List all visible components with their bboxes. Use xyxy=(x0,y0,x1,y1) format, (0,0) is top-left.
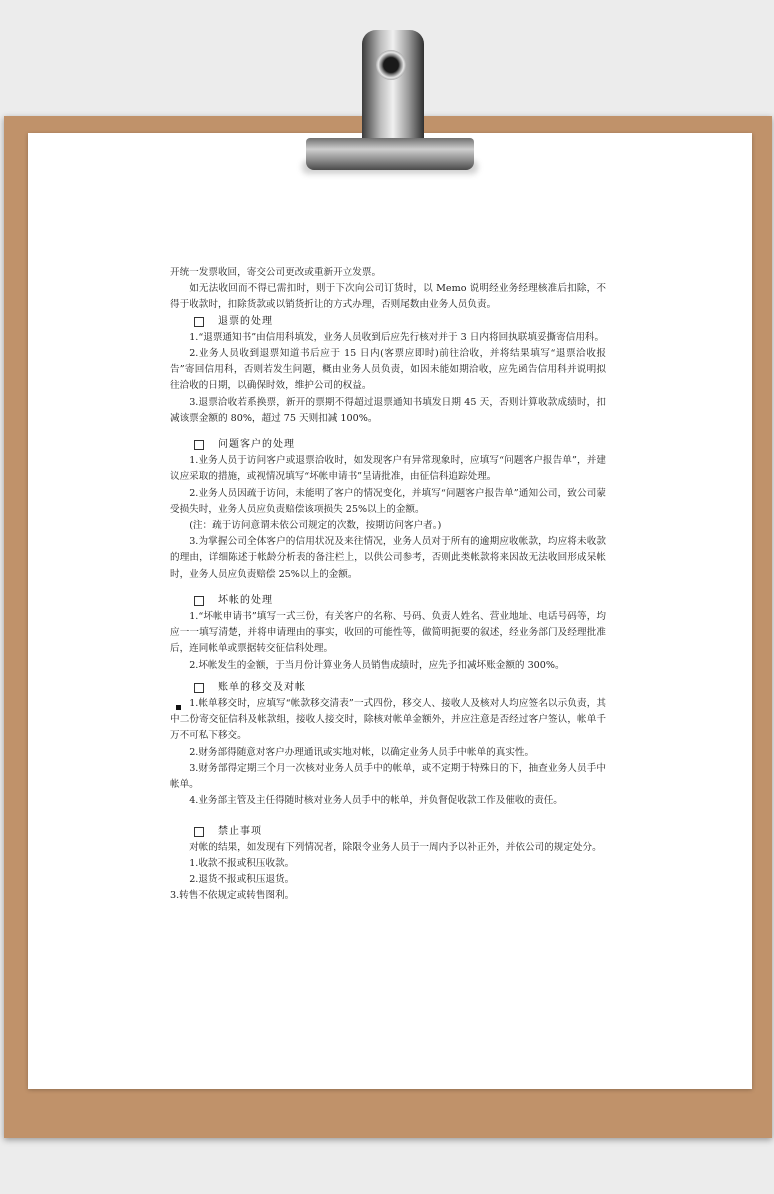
paragraph: 1.“退票通知书”由信用科填发，业务人员收到后应先行核对并于 3 日内将回执联填妥撕寄信用科。 xyxy=(189,331,605,343)
paragraph: 对帐的结果，如发现有下列情况者，除限令业务人员于一周内予以补正外，并依公司的规定处分。 xyxy=(189,841,602,853)
paragraph: 2.业务人员因疏于访问，未能明了客户的情况变化，并填写“问题客户报告单”通知公司，致公司蒙受损失时，业务人员应负责赔偿该项损失 25%以上的金额。 xyxy=(170,487,606,515)
checkbox-icon xyxy=(194,317,204,327)
paragraph: 2.财务部得随意对客户办理通讯或实地对帐，以确定业务人员手中帐单的真实性。 xyxy=(189,746,535,758)
section-heading-problem-customers xyxy=(170,437,606,453)
section-heading-prohibited-items xyxy=(170,824,606,840)
list-item: 3.转售不依规定或转售图利。 xyxy=(170,890,295,902)
paragraph: 1.业务人员于访问客户或退票洽收时，如发现客户有异常现象时，应填写“问题客户报告单”，并建议应采取的措施，或视情况填写“坏帐申请书”呈请批准，由征信科追踪处理。 xyxy=(170,455,606,483)
binder-clip-hole xyxy=(376,50,406,80)
paragraph-note: (注：疏于访问意谓未依公司规定的次数，按期访问客户者。) xyxy=(189,520,442,532)
section-heading-bad-debts xyxy=(170,593,606,609)
section-title: 问题客户的处理 xyxy=(218,439,295,451)
paragraph: 2.坏帐发生的金额，于当月份计算业务人员销售成绩时，应先予扣减坏账金额的 300%。 xyxy=(189,659,565,671)
section-title: 坏帐的处理 xyxy=(218,594,273,606)
section-heading-returned-checks xyxy=(170,314,606,330)
binder-clip-arm xyxy=(362,30,424,144)
paragraph: 4.业务部主管及主任得随时核对业务人员手中的帐单，并负督促收款工作及催收的责任。 xyxy=(189,795,563,807)
section-heading-bill-transfer xyxy=(170,680,606,696)
binder-clip-icon xyxy=(306,138,474,170)
checkbox-icon xyxy=(194,827,204,837)
checkbox-icon xyxy=(194,683,204,693)
section-title: 禁止事项 xyxy=(218,825,262,837)
section-title: 账单的移交及对帐 xyxy=(218,681,306,693)
paragraph: 3.财务部得定期三个月一次核对业务人员手中的帐单，或不定期于特殊日的下，抽查业务人员手中帐单。 xyxy=(170,762,606,791)
intro-line-1: 开统一发票收回，寄交公司更改或重新开立发票。 xyxy=(170,267,382,278)
paragraph: 1.“坏帐申请书”填写一式三份，有关客户的名称、号码、负责人姓名、营业地址、电话号码等，均应一一填写清楚，并将申请理由的事实，收回的可能性等，做简明扼要的叙述，经业务部门及经理批准后，连同帐单或票据转交征信科处理。 xyxy=(170,611,606,655)
checkbox-icon xyxy=(194,440,204,450)
paragraph: 2.业务人员收到退票知道书后应于 15 日内(客票应即时)前往洽收，并将结果填写“退票洽收报告”寄回信用科，否则若发生问题，概由业务人员负责，如因未能如期洽收，应先函告信用科并说明拟往洽收的日期，以确保时效，维护公司的权益。 xyxy=(170,348,606,392)
intro-line-2: 如无法收回而不得已需扣时，则于下次向公司订货时，以 Memo 说明经业务经理核准后扣除，不得于收款时，扣除货款或以销货折让的方式办理，否则尾数由业务人员负责。 xyxy=(170,283,606,311)
list-item: 1.收款不报或积压收款。 xyxy=(189,857,295,869)
list-item: 2.退货不报或积压退货。 xyxy=(189,874,295,886)
paragraph: 1.帐单移交时，应填写“帐款移交清表”一式四份，移交人、接收人及核对人均应签名以示负责，其中二份寄交征信科及帐款组，接收人接交时，除核对帐单金额外，并应注意是否经过客户签认，帐单千万不可私下移交。 xyxy=(170,698,606,742)
section-title: 退票的处理 xyxy=(218,315,273,327)
document-body xyxy=(170,265,606,905)
checkbox-icon xyxy=(194,596,204,606)
paragraph: 3.退票洽收若系换票，新开的票期不得超过退票通知书填发日期 45 天，否则计算收款成绩时，扣减该票金额的 80%，超过 75 天则扣减 100%。 xyxy=(170,396,606,424)
paragraph: 3.为掌握公司全体客户的信用状况及来往情况，业务人员对于所有的逾期应收帐款，均应将未收款的理由，详细陈述于帐龄分析表的备注栏上，以供公司参考，否则此类帐款将来因故无法收回形成呆帐时，业务人员应负责赔偿 25%以上的金额。 xyxy=(170,536,606,580)
